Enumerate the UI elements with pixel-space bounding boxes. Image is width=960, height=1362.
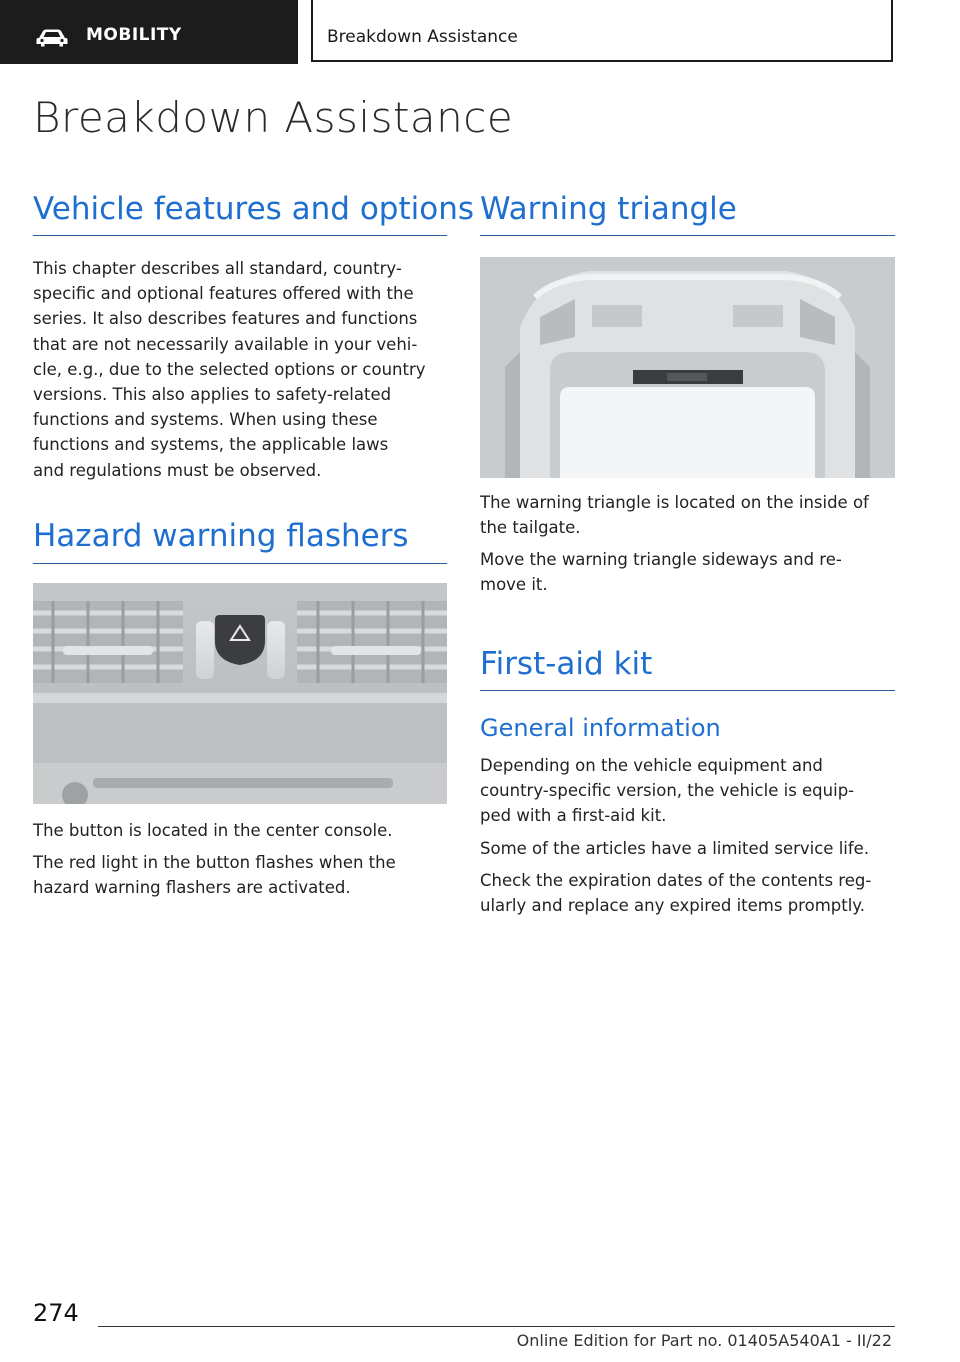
heading-rule <box>33 235 447 236</box>
hazard-button-image <box>33 583 447 804</box>
paragraph-hazard-light: The red light in the button flashes when the hazard warning flashers are activated. <box>33 853 396 898</box>
heading-vehicle-features: Vehicle features and options <box>33 191 474 227</box>
heading-first-aid-kit: First-aid kit <box>480 646 653 682</box>
subheading-general-information: General information <box>480 714 721 742</box>
heading-rule <box>480 690 895 691</box>
section-label: MOBILITY <box>86 25 182 45</box>
chapter-tab[interactable] <box>311 0 893 62</box>
paragraph-triangle-location: The warning triangle is located on the inside of the tailgate. <box>480 493 869 538</box>
edition-text: Online Edition for Part no. 01405A540A1 - II/22 <box>516 1331 892 1350</box>
page-title: Breakdown Assistance <box>33 93 514 142</box>
paragraph-first-aid-equipment: Depending on the vehicle equipment and country-specific version, the vehicle is equip- ped with a first-aid kit. <box>480 756 855 826</box>
heading-warning-triangle: Warning triangle <box>480 191 737 227</box>
paragraph-triangle-remove: Move the warning triangle sideways and re- move it. <box>480 550 842 595</box>
paragraph-service-life: Some of the articles have a limited service life. <box>480 839 870 858</box>
paragraph-expiration: Check the expiration dates of the contents reg- ularly and replace any expired items promptly. <box>480 871 872 916</box>
warning-triangle-image <box>480 257 895 478</box>
chapter-label: Breakdown Assistance <box>327 27 518 47</box>
section-tab[interactable] <box>0 0 298 64</box>
page-number: 274 <box>33 1299 79 1327</box>
paragraph-hazard-location: The button is located in the center console. <box>33 821 393 840</box>
footer-rule <box>98 1326 895 1327</box>
heading-rule <box>33 563 447 564</box>
heading-rule <box>480 235 895 236</box>
car-icon <box>36 28 68 48</box>
heading-hazard-flashers: Hazard warning flashers <box>33 518 409 554</box>
paragraph-vehicle-features: This chapter describes all standard, country- specific and optional features offered with the series. It also describes features and functions that are not necessarily available in your vehi- cle, e.g., due to the selected options or country versions. This also applies to safety-related functions and systems. When using these functions and systems, the applicable laws and regulations must be observed. <box>33 259 426 480</box>
